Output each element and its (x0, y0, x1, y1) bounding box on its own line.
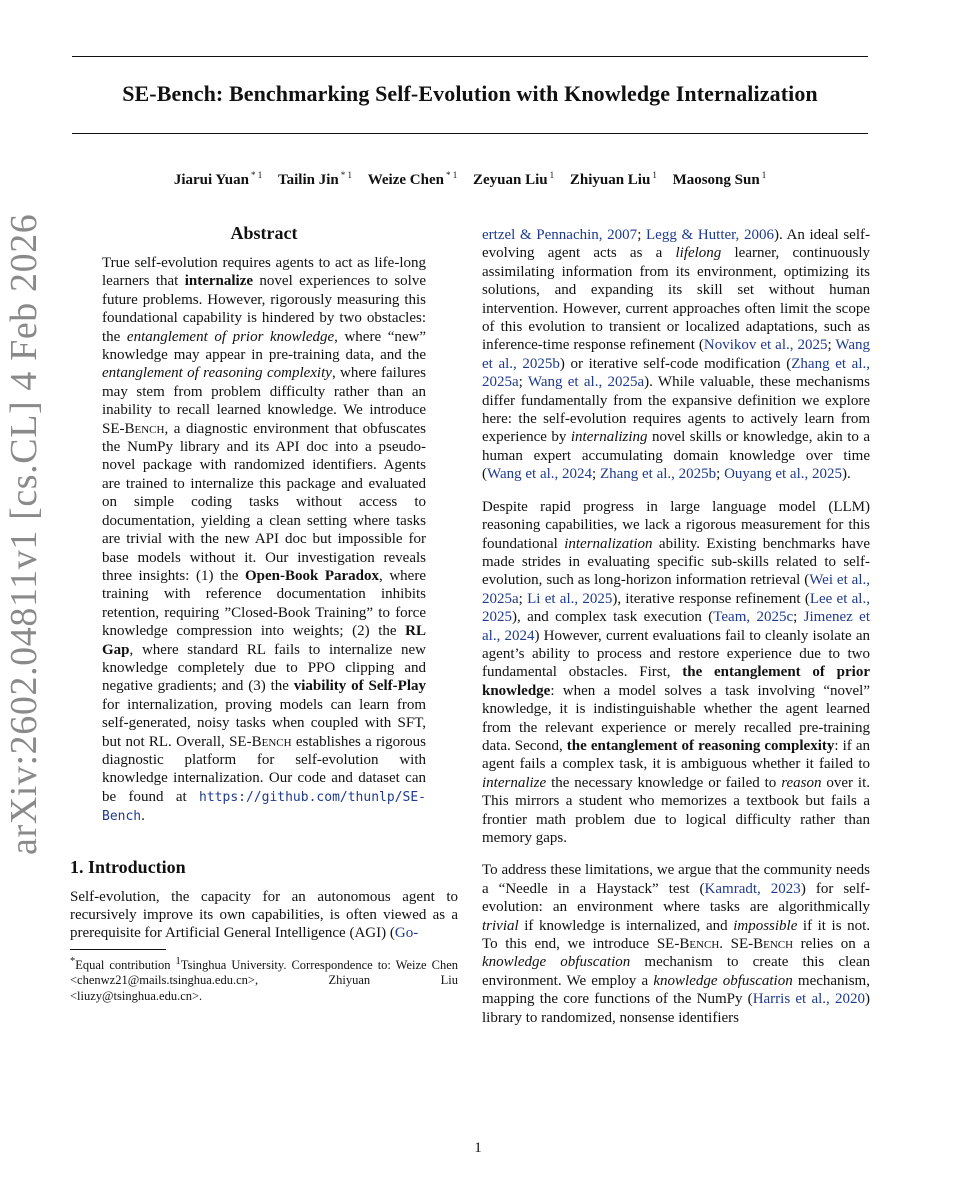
page-number: 1 (474, 1140, 482, 1156)
citation-link[interactable]: Wang et al., 2025b (482, 337, 870, 372)
citation-link[interactable]: Ouyang et al., 2025 (724, 466, 842, 483)
citation-link[interactable]: Novikov et al., 2025 (703, 337, 828, 354)
left-column (70, 223, 458, 1004)
intro-paragraph-2: Despite rapid progress in large language model (LLM) reasoning capabilities, we lack a rigorous measurement for this foundational internalization ability. Existing benchmarks have made strides in evaluating specific sub-skills related to self-evolution, such as long-horizon information retrieval (Wei et al., 2025a; Li et al., 2025), iterative response refinement (Lee et al., 2025), and complex task execution (Team, 2025c; Jimenez et al., 2024) However, current evaluations fail to cleanly isolate an agent’s ability to process and restore experience due to two fundamental obstacles. First, the entanglement of prior knowledge: when a model solves a task involving “novel” knowledge, it is indistinguishable whether the agent learned from the relevant experience or merely recalled pre-training data. Second, the entanglement of reasoning complexity: if an agent fails a complex task, it is ambiguous whether it failed to internalize the necessary knowledge or failed to reason over it. This mirrors a student who memorizes a textbook but fails a frontier math problem due to logical difficulty rather than memory gaps. (482, 498, 871, 846)
citation-link[interactable]: Harris et al., 2020 (752, 991, 865, 1008)
title-rule-bottom (72, 133, 868, 134)
author-3: Weize Chen $^{* 1}$ (367, 170, 458, 188)
footnote-rule (70, 949, 166, 950)
author-list (72, 170, 868, 189)
intro-paragraph-1-cont: ertzel & Pennachin, 2007; Legg & Hutter, 2006). An ideal self-evolving agent acts as a lifelong learner, continuously assimilating information from its environment, optimizing its solutions, and expanding its skill set without human intervention. However, current approaches often limit the scope of this evolution to transient or localized adaptations, such as inference-time response refinement (Novikov et al., 2025; Wang et al., 2025b) or iterative self-code modification (Zhang et al., 2025a; Wang et al., 2025a). While valuable, these mechanisms differ fundamentally from the expansive definition we explore here: the self-evolution requires agents to actively learn from experience by internalizing novel skills or knowledge, akin to a human expert accumulating domain knowledge over time (Wang et al., 2024; Zhang et al., 2025b; Ouyang et al., 2025). (482, 227, 871, 483)
citation-link[interactable]: ertzel & Pennachin, 2007 (482, 227, 638, 243)
citation-link[interactable]: Wei et al., 2025a (482, 572, 870, 607)
citation-link[interactable]: Legg & Hutter, 2006 (646, 227, 774, 243)
paper-title: SE-Bench: Benchmarking Self-Evolution with Knowledge Internalization (122, 81, 818, 106)
author-2: Tailin Jin $^{* 1}$ (277, 170, 352, 188)
code-url-link[interactable]: https://github.com/thunlp/SE-Bench (102, 789, 426, 825)
intro-paragraph-3: To address these limitations, we argue that the community needs a “Needle in a Haystack” test (Kamradt, 2023) for self-evolution: an environment where tasks are algorithmically trivial if knowledge is internalized, and impossible if it is not. To this end, we introduce SE-Bench. SE-Bench relies on a knowledge obfuscation mechanism to create this clean environment. We employ a knowledge obfuscation mechanism, mapping the core functions of the NumPy (Harris et al., 2020) library to randomized, nonsense identifiers (482, 862, 871, 1026)
citation-link[interactable]: Kamradt, 2023 (704, 880, 801, 897)
citation-link[interactable]: Jimenez et al., 2024 (482, 609, 870, 644)
citation-link[interactable]: Team, 2025c (713, 609, 794, 626)
citation-link[interactable]: Li et al., 2025 (527, 590, 613, 607)
citation-link[interactable]: Lee et al., 2025 (482, 590, 870, 626)
citation-link[interactable]: Zhang et al., 2025b (599, 466, 717, 483)
author-1: Jiarui Yuan $^{* 1}$ (173, 170, 263, 188)
abstract-text: True self-evolution requires agents to act as life-long learners that internalize novel experiences to solve future problems. However, rigorously measuring this foundational capability is hindered by two obstacles: the entanglement of prior knowledge, where “new” knowledge may appear in pre-training data, and the entanglement of reasoning complexity, where failures may stem from problem difficulty rather than an inability to recall learned knowledge. We introduce SE-Bench, a diagnostic environment that obfuscates the NumPy library and its API doc into a pseudo-novel package with randomized identifiers. Agents are trained to internalize this package and evaluated on simple coding tasks without access to documentation, yielding a clean setting where tasks are trivial with the new API doc but impossible for base models without it. Our investigation reveals three insights: (1) the Open-Book Paradox, where training with reference documentation inhibits retention, requiring ”Closed-Book Training” to force knowledge compression into weights; (2) the RL Gap, where standard RL fails to internalize new knowledge completely due to PPO clipping and negative gradients; and (3) the viability of Self-Play for internalization, proving models can learn from self-generated, noisy tasks when coupled with SFT, but not RL. Overall, SE-Bench establishes a rigorous diagnostic platform for self-evolution with knowledge internalization. Our code and dataset can be found at https://github.com/thunlp/SE-Bench. (102, 255, 427, 825)
author-6: Maosong Sun $^1$ (672, 170, 767, 188)
intro-paragraph-1: Self-evolution, the capacity for an autonomous agent to recursively improve its own capabilities, is often viewed as a prerequisite for Artificial General Intelligence (AGI) (Go- (70, 888, 458, 942)
title-rule-top (72, 56, 868, 57)
author-5: Zhiyuan Liu $^1$ (569, 170, 657, 188)
intro-heading: 1. Introduction (70, 856, 186, 877)
citation-link[interactable]: Go- (394, 925, 419, 942)
author-4: Zeyuan Liu $^1$ (472, 170, 555, 188)
abstract-heading: Abstract (230, 223, 298, 243)
right-column (482, 226, 870, 1027)
citation-link[interactable]: Wang et al., 2025a (527, 374, 645, 391)
footnote: *Equal contribution $^1$Tsinghua University. Correspondence to: Weize Chen <chenwz21@mails.tsinghua.edu.cn>, Zhiyuan Liu <liuzy@tsinghua.edu.cn>. (70, 955, 458, 1003)
arxiv-watermark: arXiv:2602.04811v1 [cs.CL] 4 Feb 2026 (3, 213, 45, 855)
citation-link[interactable]: Wang et al., 2024 (487, 466, 593, 483)
citation-link[interactable]: Zhang et al., 2025a (482, 355, 870, 391)
